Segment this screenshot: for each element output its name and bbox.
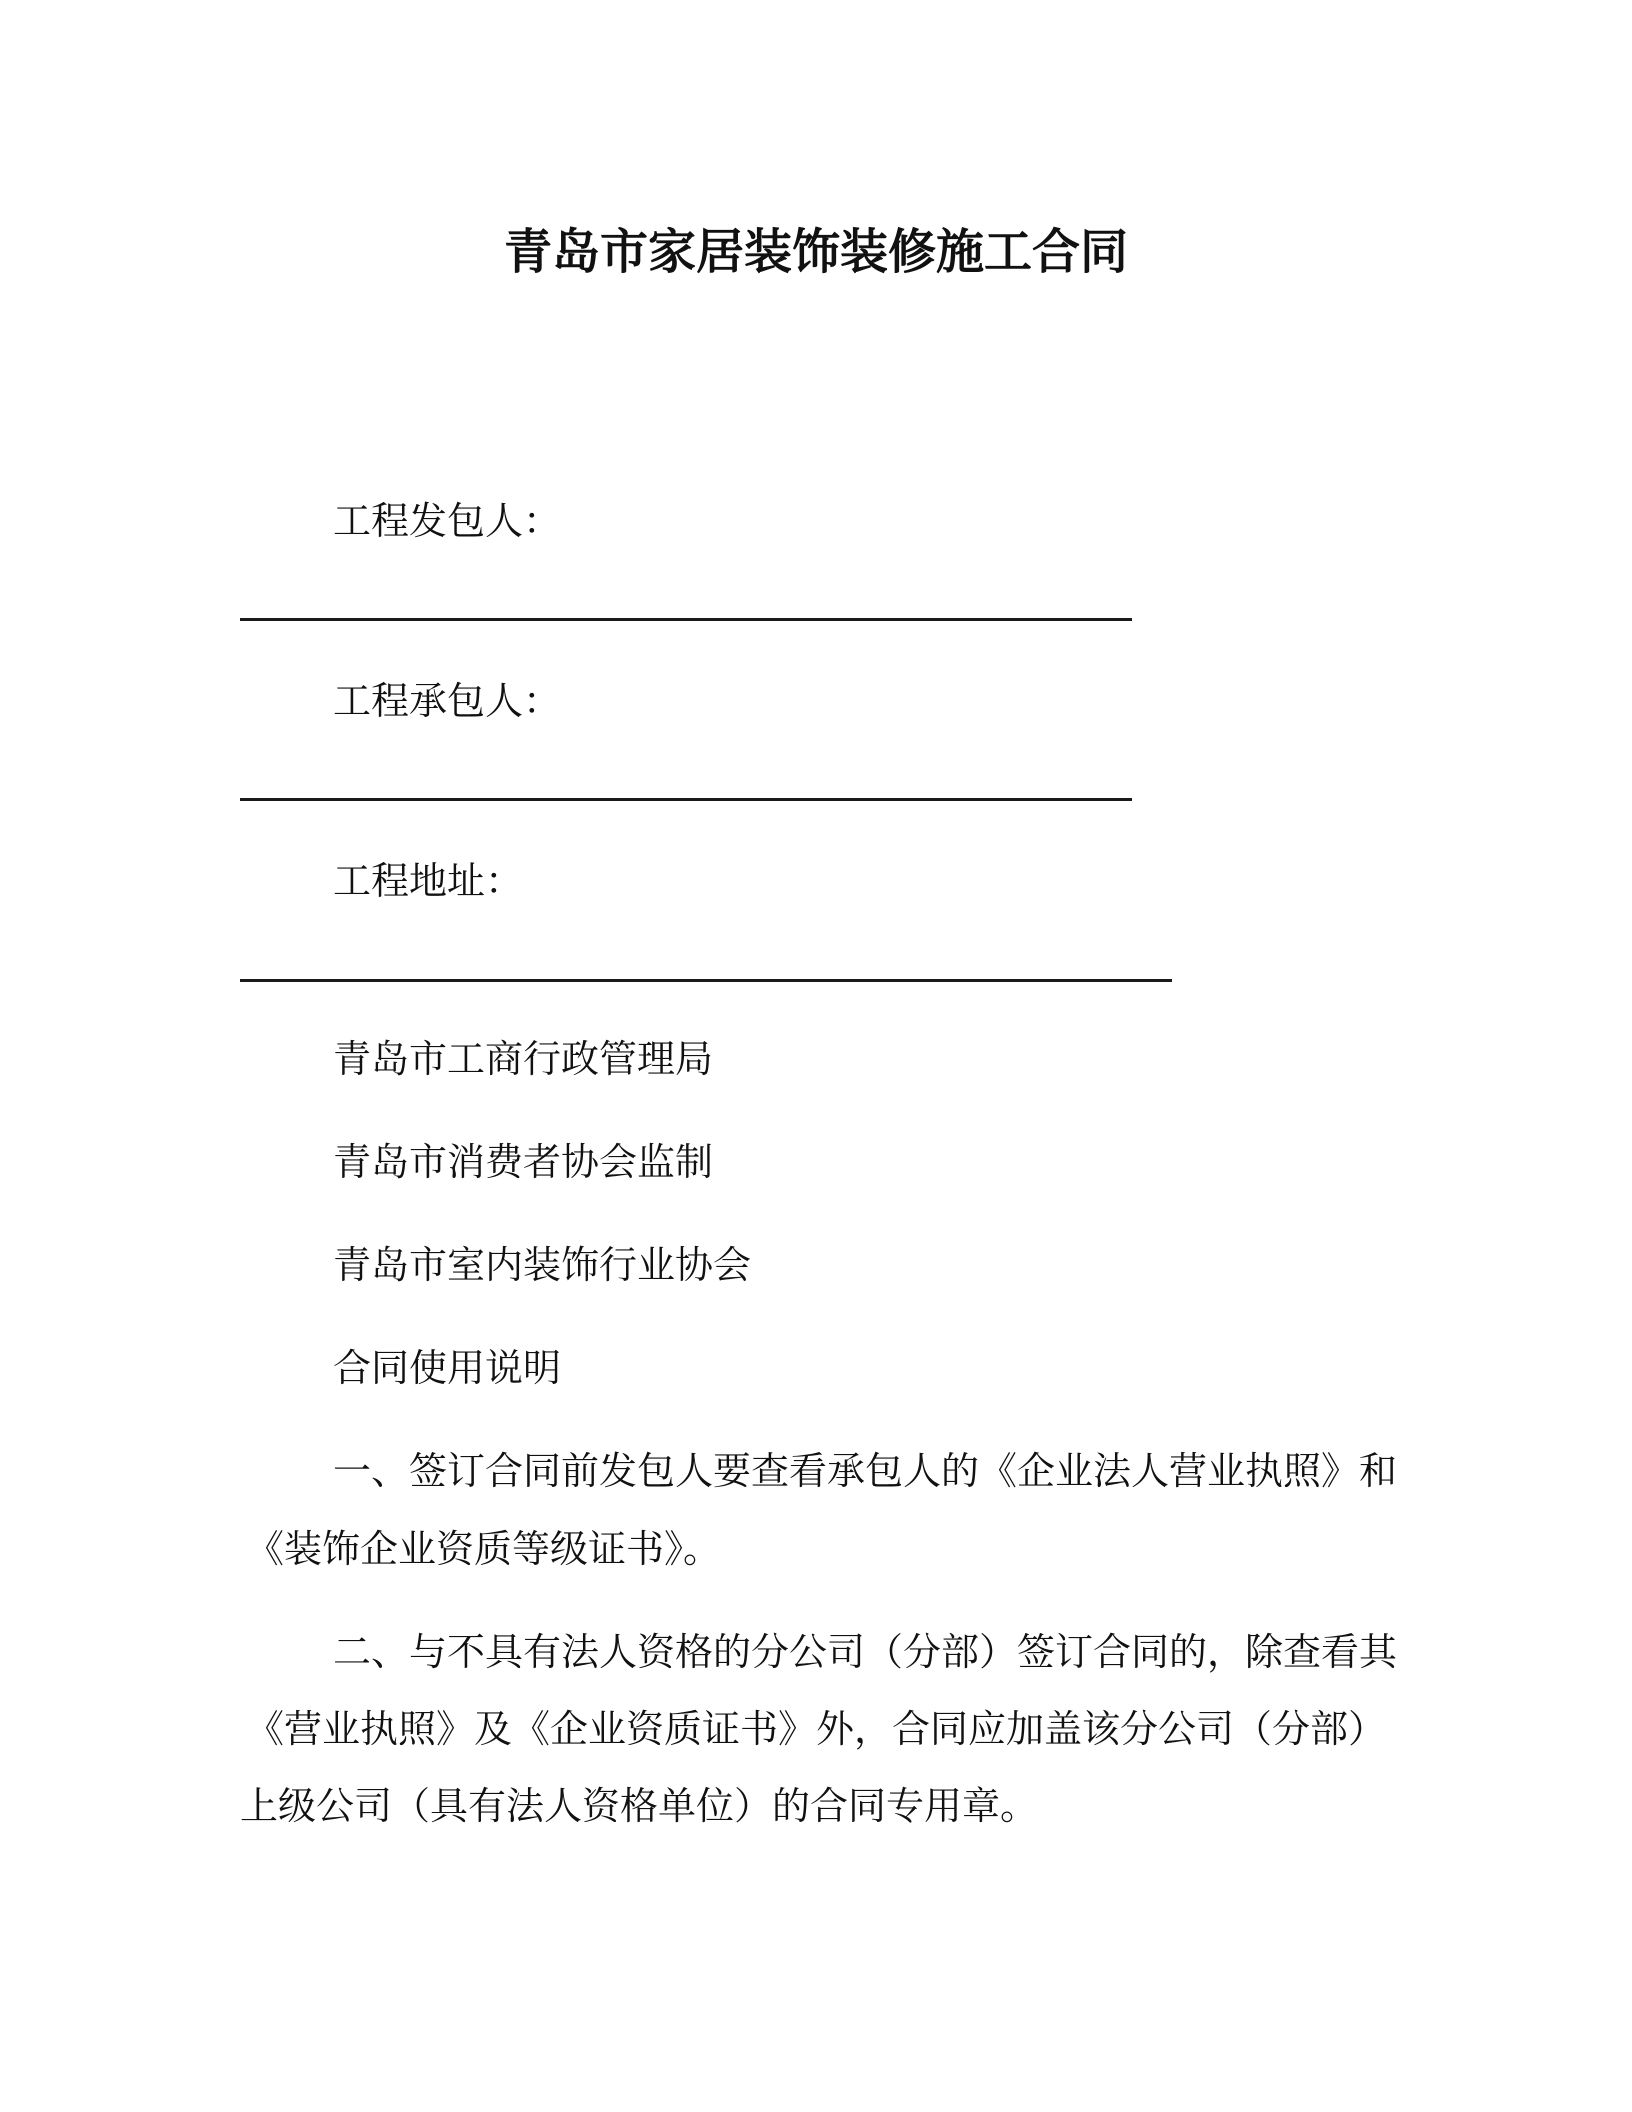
address-label: 工程地址： <box>333 859 524 903</box>
instruction-1-line-1: 一、签订合同前发包人要查看承包人的《企业法人营业执照》和 <box>333 1449 1398 1493</box>
contractor-label: 工程承包人： <box>333 679 562 723</box>
instruction-1-line-2: 《装饰企业资质等级证书》。 <box>246 1527 722 1571</box>
client-label: 工程发包人： <box>333 499 562 543</box>
instruction-2-line-1: 二、与不具有法人资格的分公司（分部）签订合同的，除查看其 <box>333 1630 1398 1674</box>
supervisor-2: 青岛市消费者协会监制 <box>333 1140 714 1184</box>
instruction-2-line-2: 《营业执照》及《企业资质证书》外，合同应加盖该分公司（分部） <box>246 1707 1387 1751</box>
supervisor-1: 青岛市工商行政管理局 <box>333 1037 714 1081</box>
document-title: 青岛市家居装饰装修施工合同 <box>503 224 1128 280</box>
supervisor-3: 青岛市室内装饰行业协会 <box>333 1243 752 1287</box>
client-blank-line <box>240 618 1132 621</box>
instructions-heading: 合同使用说明 <box>333 1346 562 1390</box>
address-blank-line <box>240 979 1172 982</box>
contractor-blank-line <box>240 798 1132 801</box>
instruction-2-line-3: 上级公司（具有法人资格单位）的合同专用章。 <box>240 1784 1039 1828</box>
